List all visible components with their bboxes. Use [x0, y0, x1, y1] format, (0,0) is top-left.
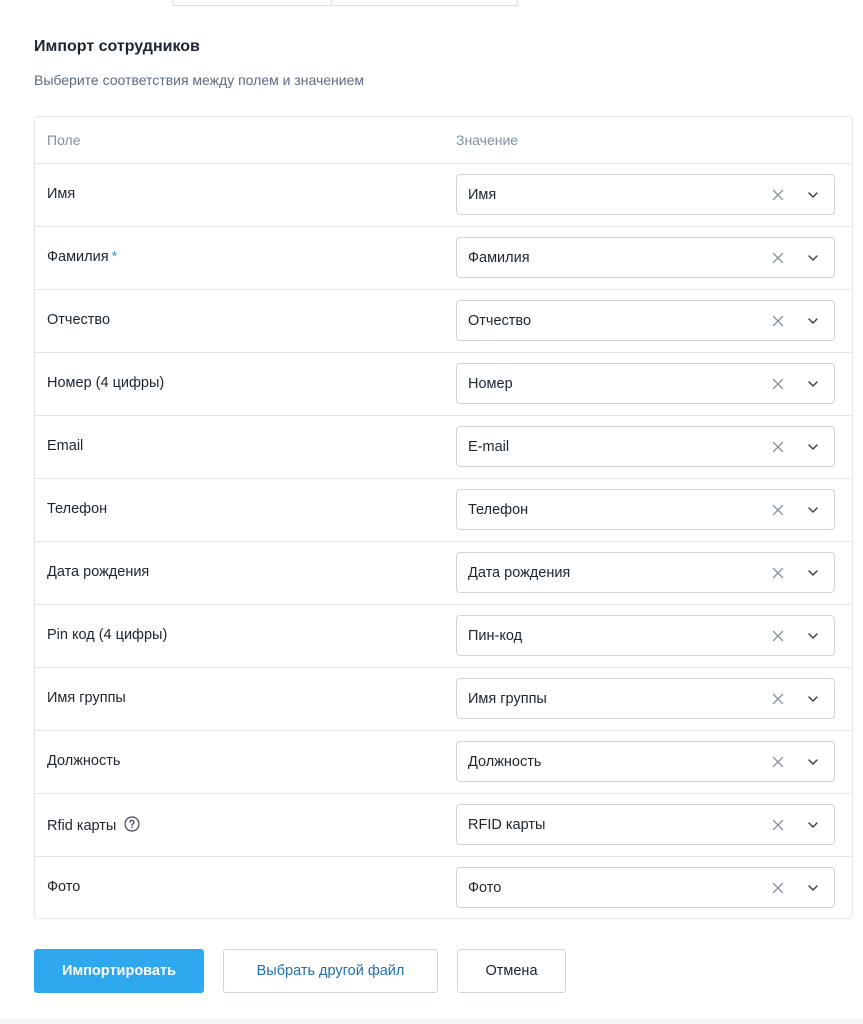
field-label-text: Телефон: [47, 501, 108, 517]
table-header: [35, 117, 852, 164]
tab-strip: [0, 0, 863, 8]
field-label: [47, 375, 164, 391]
select-value: Дата рождения: [468, 565, 571, 581]
field-label-text: Номер (4 цифры): [47, 375, 165, 391]
field-mapping-table: [34, 116, 853, 919]
tab-3[interactable]: [331, 0, 518, 6]
select-value: Фамилия: [468, 250, 530, 266]
field-label: [47, 816, 140, 834]
column-header-field: Поле: [47, 132, 81, 148]
table-row: [35, 794, 852, 857]
field-label: [47, 690, 126, 706]
chevron-down-icon[interactable]: [806, 251, 820, 265]
close-icon[interactable]: [770, 754, 786, 770]
field-label: [47, 438, 83, 454]
field-label: [47, 627, 167, 643]
field-label: [47, 186, 75, 202]
close-icon[interactable]: [770, 439, 786, 455]
table-row: [35, 353, 852, 416]
value-select[interactable]: [456, 867, 835, 908]
value-select[interactable]: [456, 552, 835, 593]
chevron-down-icon[interactable]: [806, 503, 820, 517]
close-icon[interactable]: [770, 250, 786, 266]
choose-another-file-button[interactable]: Выбрать другой файл: [223, 949, 438, 993]
chevron-down-icon[interactable]: [806, 818, 820, 832]
required-marker: *: [111, 249, 118, 265]
close-icon[interactable]: [770, 313, 786, 329]
value-select[interactable]: [456, 426, 835, 467]
field-label-text: Pin код (4 цифры): [47, 627, 168, 643]
field-label-text: Дата рождения: [47, 564, 150, 580]
page-title: Импорт сотрудников: [34, 38, 200, 55]
import-button[interactable]: Импортировать: [34, 949, 204, 993]
field-label-text: Имя: [47, 186, 76, 202]
table-row: [35, 416, 852, 479]
value-select[interactable]: [456, 363, 835, 404]
chevron-down-icon[interactable]: [806, 629, 820, 643]
value-select[interactable]: [456, 489, 835, 530]
field-label: [47, 249, 117, 265]
field-label-text: Фамилия: [47, 249, 109, 265]
field-label-text: Должность: [47, 753, 121, 769]
chevron-down-icon[interactable]: [806, 314, 820, 328]
chevron-down-icon[interactable]: [806, 692, 820, 706]
select-value: Пин-код: [468, 628, 523, 644]
chevron-down-icon[interactable]: [806, 755, 820, 769]
select-value: Имя группы: [468, 691, 547, 707]
column-header-value: Значение: [456, 132, 519, 148]
value-select[interactable]: [456, 678, 835, 719]
field-label-text: Rfid карты: [47, 818, 117, 834]
table-row: [35, 668, 852, 731]
table-row: [35, 731, 852, 794]
value-select[interactable]: [456, 300, 835, 341]
field-label: [47, 753, 120, 769]
select-value: Отчество: [468, 313, 532, 329]
value-select[interactable]: [456, 804, 835, 845]
chevron-down-icon[interactable]: [806, 440, 820, 454]
page-subtitle: Выберите соответствия между полем и значением: [34, 72, 365, 88]
close-icon[interactable]: [770, 691, 786, 707]
value-select[interactable]: [456, 174, 835, 215]
chevron-down-icon[interactable]: [806, 377, 820, 391]
value-select[interactable]: [456, 615, 835, 656]
tab-2[interactable]: [172, 0, 332, 6]
field-label: [47, 879, 80, 895]
table-row: [35, 542, 852, 605]
table-row: [35, 164, 852, 227]
field-label-text: Email: [47, 438, 84, 454]
select-value: RFID карты: [468, 817, 546, 833]
table-row: [35, 479, 852, 542]
cancel-button[interactable]: Отмена: [457, 949, 566, 993]
value-select[interactable]: [456, 237, 835, 278]
field-label-text: Имя группы: [47, 690, 126, 706]
select-value: E-mail: [468, 439, 510, 455]
table-row: [35, 605, 852, 668]
select-value: Должность: [468, 754, 542, 770]
close-icon[interactable]: [770, 628, 786, 644]
close-icon[interactable]: [770, 817, 786, 833]
select-value: Телефон: [468, 502, 529, 518]
chevron-down-icon[interactable]: [806, 566, 820, 580]
close-icon[interactable]: [770, 502, 786, 518]
table-row: [35, 857, 852, 920]
close-icon[interactable]: [770, 187, 786, 203]
select-value: Номер: [468, 376, 513, 392]
chevron-down-icon[interactable]: [806, 188, 820, 202]
field-label: [47, 501, 107, 517]
chevron-down-icon[interactable]: [806, 881, 820, 895]
field-label: [47, 312, 110, 328]
value-select[interactable]: [456, 741, 835, 782]
close-icon[interactable]: [770, 376, 786, 392]
close-icon[interactable]: [770, 880, 786, 896]
field-label-text: Отчество: [47, 312, 111, 328]
field-label-text: Фото: [47, 879, 81, 895]
field-label: [47, 564, 149, 580]
table-row: [35, 227, 852, 290]
select-value: Фото: [468, 880, 502, 896]
table-row: [35, 290, 852, 353]
close-icon[interactable]: [770, 565, 786, 581]
select-value: Имя: [468, 187, 497, 203]
question-circle-icon[interactable]: [124, 816, 140, 832]
